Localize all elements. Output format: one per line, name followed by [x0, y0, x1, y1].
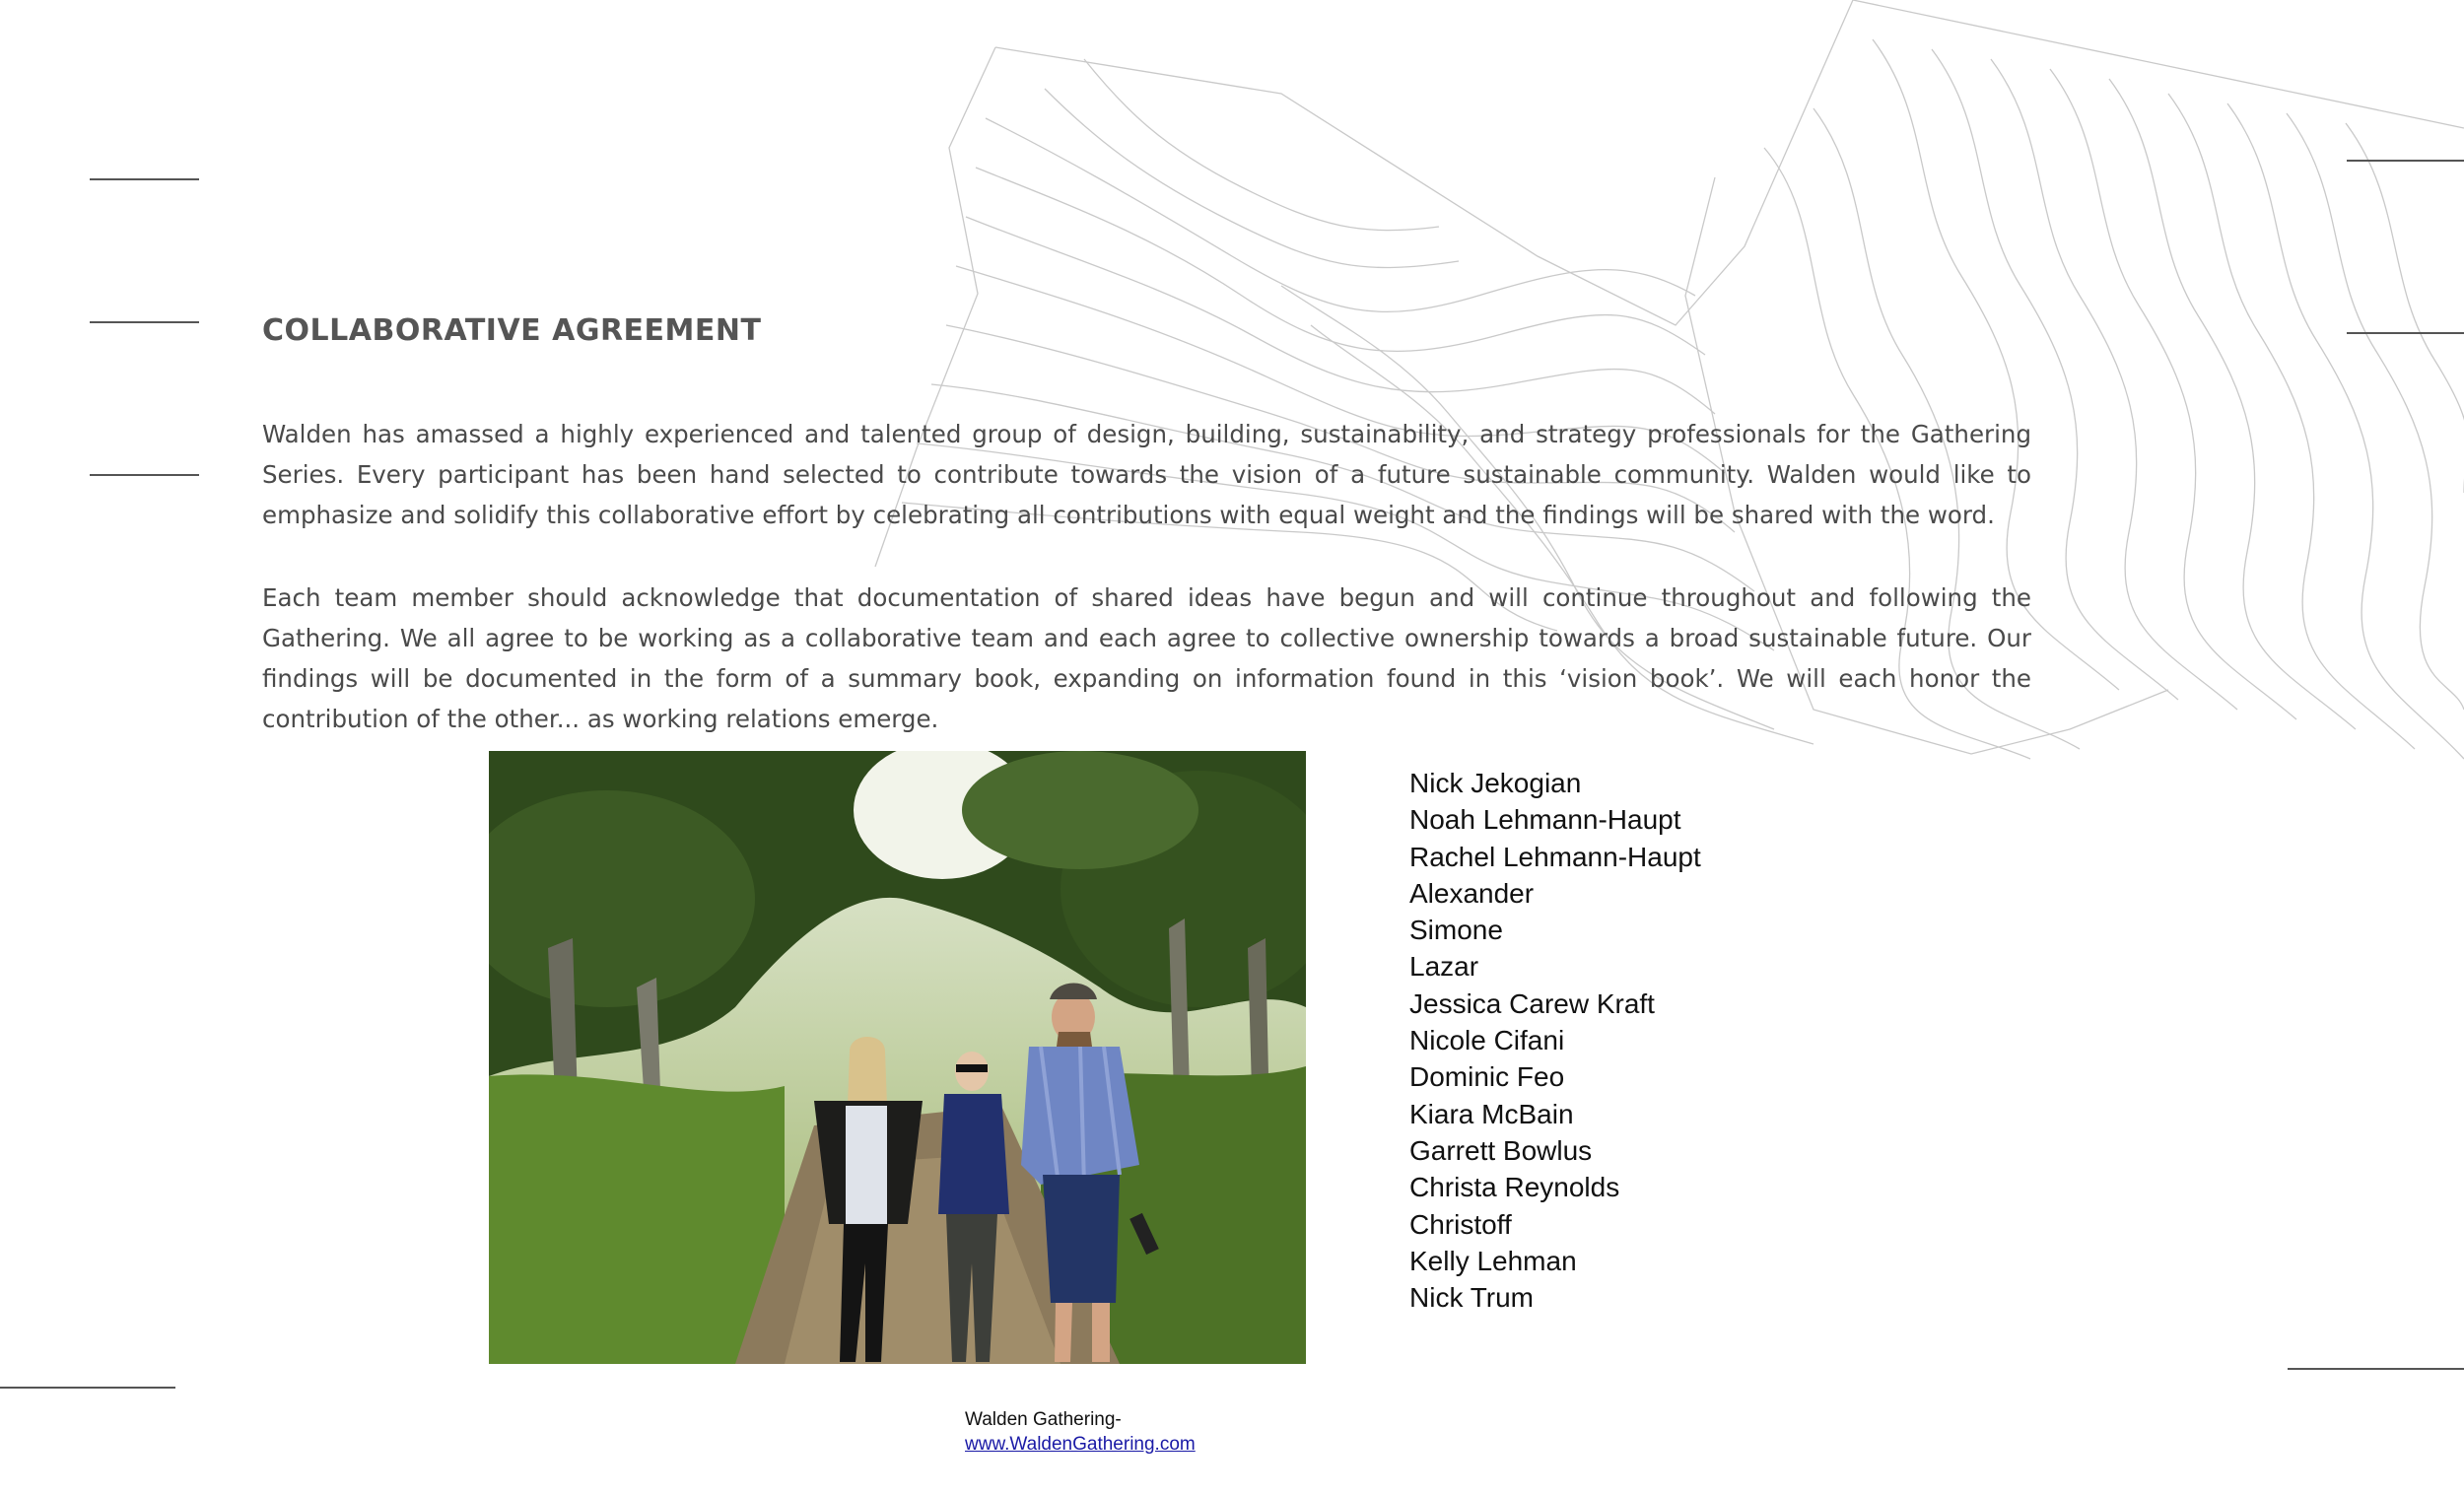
participant-name: Nick Trum — [1409, 1282, 1534, 1314]
acknowledgement-paragraph: Each team member should acknowledge that documentation of shared ideas have begun and will continue throughout and following the Gathering. We all agree to be working as a collaborative team and each agree to collective ownership towards a broad sustainable future. Our findings will be documented in the form of a summary book, expanding on information found in this ‘vision book’. We will each honor the contribution of the other... as working relations emerge. — [262, 583, 2031, 733]
participant-name: Noah Lehmann-Haupt — [1409, 804, 1681, 836]
margin-rule — [90, 178, 199, 180]
participant-list — [1409, 765, 1701, 1316]
participant-name: Garrett Bowlus — [1409, 1134, 1593, 1166]
participant-name: Nicole Cifani — [1409, 1025, 1565, 1056]
margin-rule — [2347, 332, 2464, 334]
page-title: COLLABORATIVE AGREEMENT — [262, 313, 762, 348]
participant-name: Dominic Feo — [1409, 1061, 1565, 1093]
margin-rule — [2347, 160, 2464, 162]
participant-name: Christa Reynolds — [1409, 1172, 1620, 1203]
intro-paragraph: Walden has amassed a highly experienced and talented group of design, building, sustainability, and strategy professionals for the Gathering Series. Every participant has been hand selected to contribute towards the vision of a future sustainable community. Walden would like to emphasize and solidify this collaborative effort by celebrating all contributions with equal weight and the findings will be shared with the word. — [262, 420, 2031, 529]
participant-name: Kiara McBain — [1409, 1098, 1574, 1129]
footer-org-name: Walden Gathering- — [965, 1409, 1122, 1430]
margin-rule — [90, 321, 199, 323]
participant-name: Alexander — [1409, 877, 1535, 909]
margin-rule — [2288, 1368, 2464, 1370]
participant-name: Jessica Carew Kraft — [1409, 987, 1655, 1019]
participant-name: Nick Jekogian — [1409, 768, 1582, 798]
margin-rule — [0, 1387, 175, 1389]
participant-name: Christoff — [1409, 1208, 1512, 1240]
participant-name: Kelly Lehman — [1409, 1245, 1577, 1276]
participant-name: Simone — [1409, 915, 1503, 946]
margin-rule — [90, 474, 199, 476]
participant-name: Rachel Lehmann-Haupt — [1409, 841, 1701, 872]
website-link[interactable]: www.WaldenGathering.com — [965, 1434, 1196, 1455]
footer — [965, 1407, 1196, 1457]
team-photo — [489, 751, 1306, 1364]
participant-name: Lazar — [1409, 951, 1479, 983]
